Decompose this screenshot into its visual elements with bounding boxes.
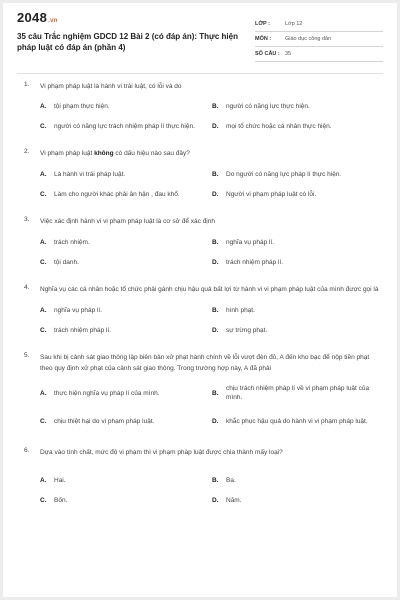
option-a[interactable] xyxy=(40,379,212,407)
option-text: Năm. xyxy=(226,496,242,504)
question-text: Vi phạm pháp luật là hành vi trái luật, có lỗi và do xyxy=(40,83,182,90)
option-text: sự trừng phạt. xyxy=(226,326,268,334)
option-key: D. xyxy=(212,496,219,504)
question-number: 5. xyxy=(24,352,30,359)
option-b[interactable] xyxy=(212,164,384,184)
document-header xyxy=(3,3,397,65)
option-key: C. xyxy=(40,326,47,334)
option-key: C. xyxy=(40,496,47,504)
document-page xyxy=(3,3,397,597)
option-b[interactable] xyxy=(212,379,384,407)
option-text: người có năng lực thực hiện. xyxy=(226,102,310,110)
option-d[interactable] xyxy=(212,116,384,136)
option-text: hình phạt. xyxy=(226,306,255,314)
option-c[interactable] xyxy=(40,116,212,136)
option-a[interactable] xyxy=(40,232,212,252)
option-text: trách nhiệm pháp lí. xyxy=(54,326,112,334)
option-text: Hai. xyxy=(54,476,66,484)
question-2 xyxy=(3,148,397,204)
option-key: C. xyxy=(40,417,47,425)
option-text: nghĩa vụ pháp lí. xyxy=(226,238,275,246)
option-b[interactable] xyxy=(212,300,384,320)
option-text: tội danh. xyxy=(54,258,79,266)
question-6 xyxy=(3,447,397,510)
meta-row-grade xyxy=(255,17,383,32)
option-key: D. xyxy=(212,417,219,425)
option-key: C. xyxy=(40,190,47,198)
question-text: Nghĩa vụ các cá nhân hoặc tổ chức phải gánh chịu hậu quả bất lợi từ hành vi vi phạm pháp luật của mình được gọi là xyxy=(40,286,379,293)
option-a[interactable] xyxy=(40,96,212,116)
option-b[interactable] xyxy=(212,470,384,490)
question-number: 2. xyxy=(24,148,30,155)
option-key: B. xyxy=(212,476,219,484)
option-text: nghĩa vụ pháp lí. xyxy=(54,306,103,314)
question-3 xyxy=(3,216,397,272)
option-key: D. xyxy=(212,258,219,266)
question-text: Dựa vào tính chất, mức độ vi phạm thì vi phạm pháp luật được chia thành mấy loại? xyxy=(40,449,283,456)
option-text: người có năng lực trách nhiệm pháp lí thực hiện. xyxy=(54,122,195,130)
option-key: D. xyxy=(212,190,219,198)
question-text: Sau khi bị cảnh sát giao thông lập biên bản xử phạt hành chính về lỗi vượt đèn đỏ, A đến kho bạc để nộp tiền phạt theo quy định xử phạt của cảnh sát giao thông. Trong trường hợp này, A đã phải xyxy=(40,354,370,372)
option-text: chịu trách nhiệm pháp lí về vi phạm pháp luật của mình. xyxy=(226,385,370,401)
option-key: A. xyxy=(40,476,47,484)
answer-options xyxy=(40,232,383,272)
option-a[interactable] xyxy=(40,300,212,320)
meta-value-subject: Giáo dục công dân xyxy=(285,36,332,42)
option-text: Người vi phạm pháp luật có lỗi. xyxy=(226,190,317,198)
question-text-before: Vi phạm pháp luật xyxy=(40,150,95,157)
option-key: B. xyxy=(212,389,219,397)
question-number: 6. xyxy=(24,447,30,454)
option-text: Bốn. xyxy=(54,496,68,504)
option-text: trách nhiệm pháp lí. xyxy=(226,258,284,266)
option-a[interactable] xyxy=(40,470,212,490)
option-text: Ba. xyxy=(226,476,236,484)
meta-row-count xyxy=(255,47,383,62)
option-text: mọi tổ chức hoặc cá nhân thực hiện. xyxy=(226,122,332,130)
meta-value-grade: Lớp 12 xyxy=(285,21,303,27)
option-key: A. xyxy=(40,238,47,246)
question-text-emphasis: không xyxy=(94,150,114,157)
option-c[interactable] xyxy=(40,320,212,340)
option-key: B. xyxy=(212,306,219,314)
meta-label-count: SỐ CÂU : xyxy=(255,51,280,57)
option-text: Là hành vi trái pháp luật. xyxy=(54,170,126,178)
meta-table xyxy=(255,17,383,62)
option-d[interactable] xyxy=(212,184,384,204)
site-logo[interactable] xyxy=(17,10,58,25)
option-key: A. xyxy=(40,306,47,314)
question-number: 1. xyxy=(24,81,30,88)
option-text: Do người có năng lực pháp lí thực hiện. xyxy=(226,170,342,178)
option-c[interactable] xyxy=(40,252,212,272)
option-d[interactable] xyxy=(212,320,384,340)
logo-main-text: 2048 xyxy=(17,10,48,25)
question-text-after: có dấu hiệu nào sau đây? xyxy=(113,150,190,157)
option-key: D. xyxy=(212,326,219,334)
logo-suffix-text: .vn xyxy=(48,18,58,24)
meta-value-count: 35 xyxy=(285,51,292,57)
option-c[interactable] xyxy=(40,184,212,204)
option-a[interactable] xyxy=(40,164,212,184)
option-c[interactable] xyxy=(40,490,212,510)
option-text: khắc phục hậu quả do hành vi vi phạm pháp luật. xyxy=(226,417,368,425)
option-key: A. xyxy=(40,170,47,178)
option-key: D. xyxy=(212,122,219,130)
option-key: C. xyxy=(40,258,47,266)
question-number: 3. xyxy=(24,216,30,223)
option-d[interactable] xyxy=(212,490,384,510)
question-number: 4. xyxy=(24,284,30,291)
option-c[interactable] xyxy=(40,407,212,435)
question-1 xyxy=(3,81,397,136)
option-text: trách nhiệm. xyxy=(54,238,90,246)
option-key: C. xyxy=(40,122,47,130)
option-key: B. xyxy=(212,170,219,178)
option-d[interactable] xyxy=(212,407,384,435)
option-b[interactable] xyxy=(212,232,384,252)
answer-options xyxy=(40,470,383,510)
answer-options xyxy=(40,96,383,136)
option-text: tội phạm thực hiện. xyxy=(54,102,110,110)
question-text: Việc xác định hành vi vi phạm pháp luật là cơ sở để xác định xyxy=(40,218,215,225)
question-5 xyxy=(3,352,397,435)
meta-label-subject: MÔN : xyxy=(255,36,272,42)
meta-row-subject xyxy=(255,32,383,47)
header-divider xyxy=(17,73,383,74)
option-text: thực hiện nghĩa vụ pháp lí của mình. xyxy=(54,389,160,397)
meta-label-grade: LỚP : xyxy=(255,21,270,27)
option-key: B. xyxy=(212,102,219,110)
option-key: B. xyxy=(212,238,219,246)
option-text: chịu thiệt hại do vi phạm pháp luật. xyxy=(54,417,155,425)
question-text xyxy=(40,148,383,159)
answer-options xyxy=(40,379,383,435)
answer-options xyxy=(40,300,383,340)
option-text: Làm cho người khác phải ân hận , đau khổ. xyxy=(54,190,180,198)
option-b[interactable] xyxy=(212,96,384,116)
question-list xyxy=(3,75,397,510)
question-4 xyxy=(3,284,397,340)
option-d[interactable] xyxy=(212,252,384,272)
answer-options xyxy=(40,164,383,204)
option-key: A. xyxy=(40,389,47,397)
option-key: A. xyxy=(40,102,47,110)
document-title: 35 câu Trắc nghiệm GDCD 12 Bài 2 (có đáp án): Thực hiện pháp luật có đáp án (phần 4) xyxy=(17,32,238,52)
